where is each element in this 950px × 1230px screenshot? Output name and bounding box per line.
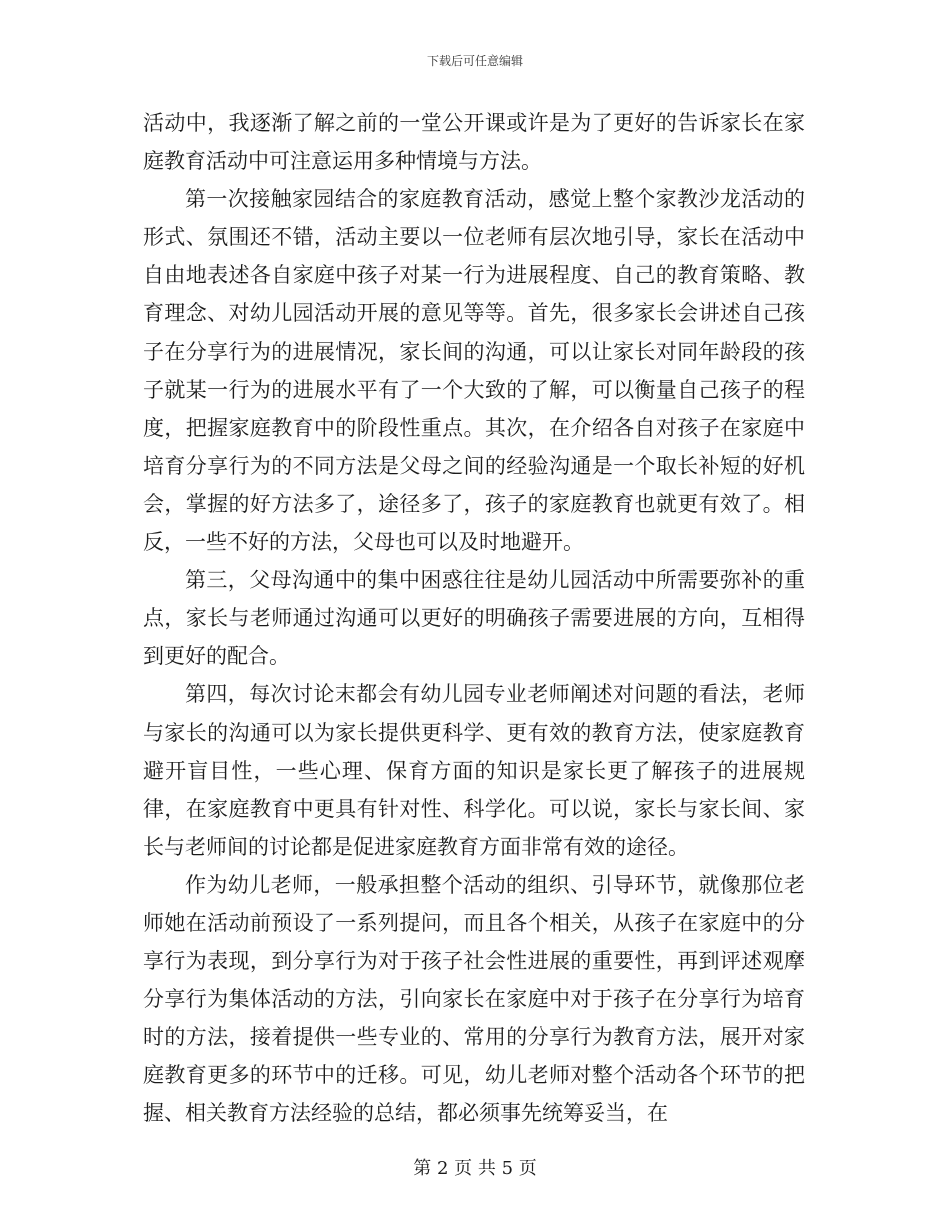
paragraph-4: 第四，每次讨论末都会有幼儿园专业老师阐述对问题的看法，老师与家长的沟通可以为家长提供更科学、更有效的教育方法，使家庭教育避开盲目性，一些心理、保育方面的知识是家长更了解孩子的进展规律，在家庭教育中更具有针对性、科学化。可以说，家长与家长间、家长与老师间的讨论都是促进家庭教育方面非常有效的途径。 (143, 682, 805, 859)
paragraph-5: 作为幼儿老师，一般承担整个活动的组织、引导环节，就像那位老师她在活动前预设了一系列提问，而且各个相关，从孩子在家庭中的分享行为表现，到分享行为对于孩子社会性进展的重要性，再到评述观摩分享行为集体活动的方法，引向家长在家庭中对于孩子在分享行为培育时的方法，接着提供一些专业的、常用的分享行为教育方法，展开对家庭教育更多的环节中的迁移。可见，幼儿老师对整个活动各个环节的把握、相关教育方法经验的总结，都必须事先统筹妥当，在 (143, 872, 805, 1126)
document-body (143, 104, 805, 1133)
page-footer: 第 2 页 共 5 页 (413, 1158, 537, 1179)
paragraph-2: 第一次接触家园结合的家庭教育活动，感觉上整个家教沙龙活动的形式、氛围还不错，活动主要以一位老师有层次地引导，家长在活动中自由地表述各自家庭中孩子对某一行为进展程度、自己的教育策略、教育理念、对幼儿园活动开展的意见等等。首先，很多家长会讲述自己孩子在分享行为的进展情况，家长间的沟通，可以让家长对同年龄段的孩子就某一行为的进展水平有了一个大致的了解，可以衡量自己孩子的程度，把握家庭教育中的阶段性重点。其次，在介绍各自对孩子在家庭中培育分享行为的不同方法是父母之间的经验沟通是一个取长补短的好机会，掌握的好方法多了，途径多了，孩子的家庭教育也就更有效了。相反，一些不好的方法，父母也可以及时地避开。 (143, 187, 805, 555)
page-header: 下载后可任意编辑 (426, 54, 523, 68)
paragraph-3: 第三，父母沟通中的集中困惑往往是幼儿园活动中所需要弥补的重点，家长与老师通过沟通可以更好的明确孩子需要进展的方向，互相得到更好的配合。 (143, 568, 805, 669)
paragraph-1: 活动中，我逐渐了解之前的一堂公开课或许是为了更好的告诉家长在家庭教育活动中可注意运用多种情境与方法。 (143, 111, 805, 174)
